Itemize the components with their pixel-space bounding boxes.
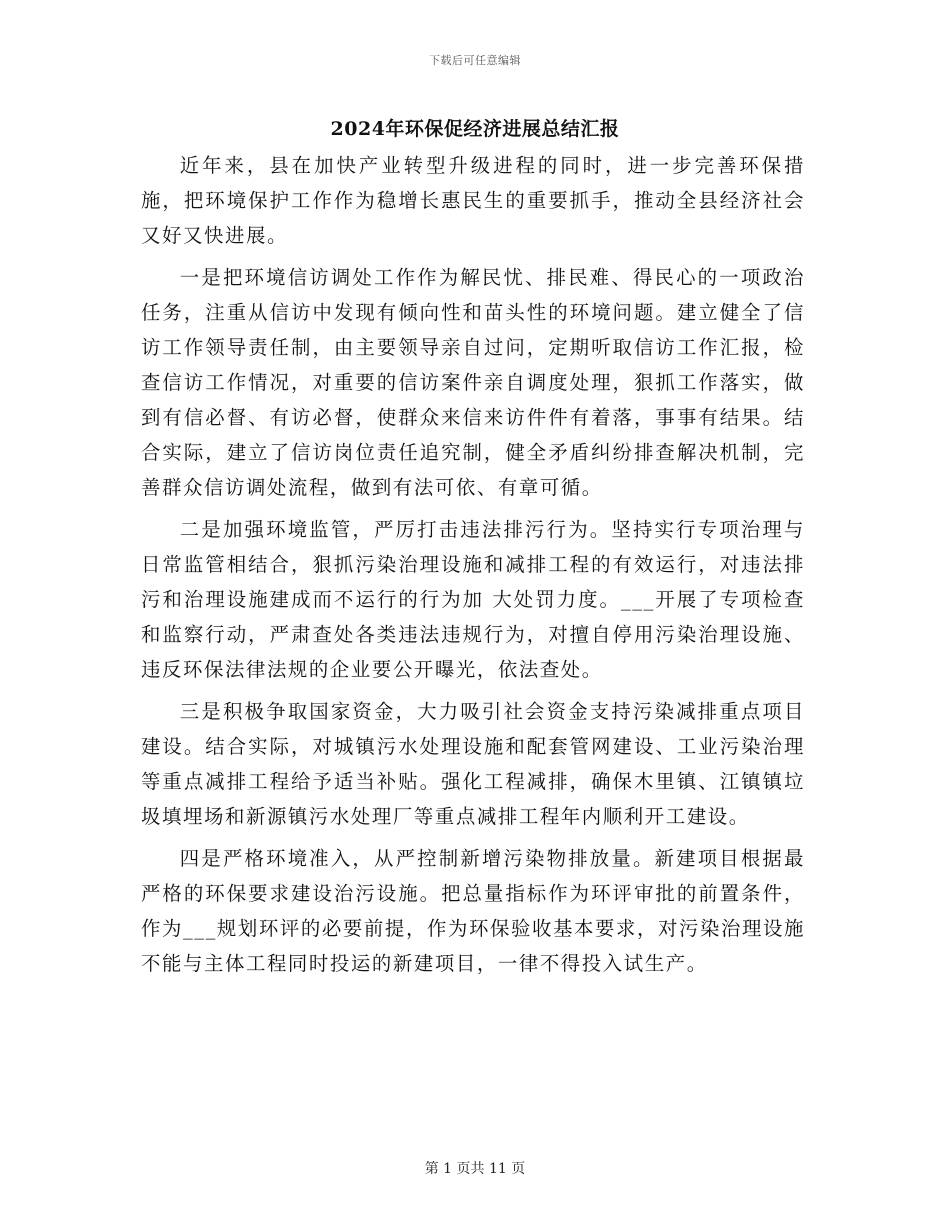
paragraph-4: 四是严格环境准入，从严控制新增污染物排放量。新建项目根据最严格的环保要求建设治污设施。把总量指标作为环评审批的前置条件，作为___规划环评的必要前提，作为环保验收基本要求，对污染治理设施不能与主体工程同时投运的新建项目，一律不得投入试生产。: [141, 847, 805, 975]
paragraph-intro: 近年来，县在加快产业转型升级进程的同时，进一步完善环保措施，把环境保护工作作为稳增长惠民生的重要抓手，推动全县经济社会又好又快进展。: [141, 154, 805, 247]
document-title: 2024年环保促经济进展总结汇报: [330, 118, 620, 140]
paragraph-3: 三是积极争取国家资金，大力吸引社会资金支持污染减排重点项目建设。结合实际，对城镇污水处理设施和配套管网建设、工业污染治理等重点减排工程给予适当补贴。强化工程减排，确保木里镇、江镇镇垃圾填埋场和新源镇污水处理厂等重点减排工程年内顺利开工建设。: [141, 700, 805, 828]
header-note: 下载后可任意编辑: [429, 54, 521, 67]
page-number-footer: 第 1 页共 11 页: [424, 1161, 526, 1177]
paragraph-1: 一是把环境信访调处工作作为解民忧、排民难、得民心的一项政治任务，注重从信访中发现有倾向性和苗头性的环境问题。建立健全了信访工作领导责任制，由主要领导亲自过问，定期听取信访工作汇报，检查信访工作情况，对重要的信访案件亲自调度处理，狠抓工作落实，做到有信必督、有访必督，使群众来信来访件件有着落，事事有结果。结合实际，建立了信访岗位责任追究制，健全矛盾纠纷排查解决机制，完善群众信访调处流程，做到有法可依、有章可循。: [141, 266, 805, 499]
paragraph-2: 二是加强环境监管，严厉打击违法排污行为。坚持实行专项治理与日常监管相结合，狠抓污染治理设施和减排工程的有效运行，对违法排污和治理设施建成而不运行的行为加 大处罚力度。___开展了专项检查和监察行动，严肃查处各类违法违规行为，对擅自停用污染治理设施、违反环保法律法规的企业要公开曝光，依法查处。: [141, 518, 805, 681]
document-body: [141, 148, 805, 988]
